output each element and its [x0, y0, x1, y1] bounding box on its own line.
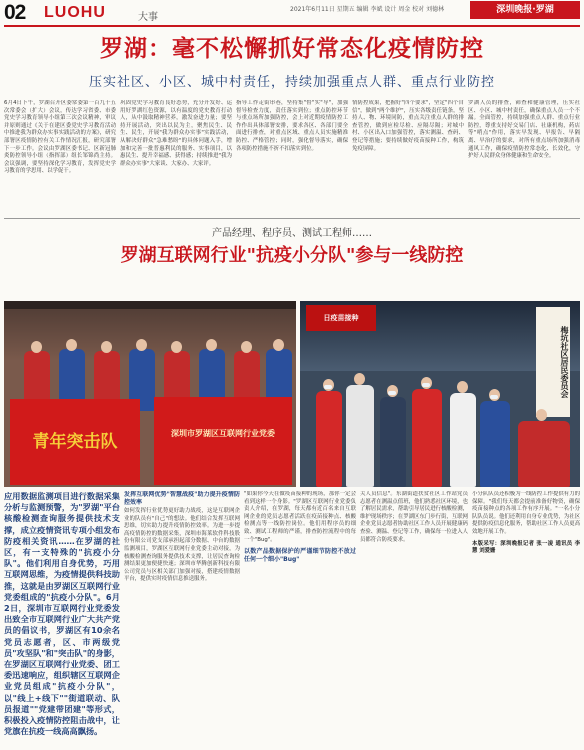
youth-commando-banner: 青年突击队	[10, 399, 140, 485]
article2-subheading-1: 发挥互联网优势"智慧战疫"助力提升疫情防控效率	[124, 491, 240, 506]
article1-column-3: 指导工作走街串巷，坚持集"督"实"导"，加强督导检查力度，责任落实到位；重点防控环节与重点场所加强防控，会上对近期疫情防控工作作出具体部署安排，要求各区、各部门要全面进行排查，对重点区域、重点人员实施精准防控、严格管控；同时，强化督导落实，确保各项防控措施不折不扣落实到位。	[236, 100, 348, 152]
section-category: 大事	[138, 12, 158, 23]
section-name: LUOHU	[44, 4, 106, 21]
photo-street-checkpoint	[300, 301, 580, 487]
masthead-meta: 2021年6月11日 星期五 编辑 李斌 设计 周金 校对 刘德林	[290, 6, 445, 13]
article2-subheading-2: 以数产品数据保护的严谨细节防控不放过任何一个细小"Bug"	[244, 548, 356, 564]
article2-column-3-text: "如果你今天在做疫苗接种的现场，那你一定会看到这样一个身影。"罗湖区互联网行业党委负责人介绍，在罗湖，每天都有近百名来自互联网企业的党员志愿者活跃在疫苗接种点、核酸检测点等一线防控岗位。他们用程序员的细致、测试工程师的严谨，排查防控流程中的每一个"Bug"。	[244, 491, 356, 543]
photo-volunteer-team	[4, 301, 296, 487]
article1-column-5: 罗湖人员的排查，筛查和健康管理，压实社区、小区、城中村责任，确保重点人员一个不漏。全面管控，持续加强重点人群、重点行业防控，尊重支持好交易门店、社康机构，药店等"哨点"作用，落实早发现、早报告、早隔离、早治疗的要求，对所有重点场所加强消毒通风工作，确保疫情防控常态化、长效化，守护好人民群众身体健康和生命安全。	[468, 100, 580, 160]
community-committee-sign: 梅坑社区居民委员会	[536, 307, 570, 417]
vaccination-sign: 日疫苗接种	[306, 305, 376, 331]
article2-title: 罗湖互联网行业"抗疫小分队"参与一线防控	[120, 245, 464, 266]
article1-subtitle: 压实社区、小区、城中村责任，持续加强重点人群、重点行业防控	[88, 75, 495, 90]
article2-column-2	[124, 491, 240, 745]
article2-pretitle: 产品经理、程序员、测试工程师……	[212, 228, 372, 239]
article2-column-4: 关人员信息"。东湖街道扶贫社区工作站党员志愿者在测温点值班，他们熟悉社区环境，也了解居民需求，帮助引导居民进行核酸检测，维护现场秩序；在罗湖区东门步行街，互联网企业党员志愿者协助社区工作人员开展健康码查验、测温、登记等工作，确保每一位进入人员都符合防疫要求。	[360, 491, 468, 543]
article2-credits: 本版采写：深圳晚报记者 张一凌 通讯员 李慧 刘爱姗	[472, 540, 580, 555]
newspaper-logo: 深圳晚报·罗湖	[470, 1, 580, 19]
article2-column-3	[244, 491, 356, 745]
article2-lead: 应用数据监测项目进行数据采集分析与监测预警，为"罗湖"平台核酸检测查询服务提供技术支撑，成立疫情资讯专项小组发布防疫相关资讯……在罗湖的社区，有一支特殊的"抗疫小分队"。他们利用自身优势，巧用互联网思维，为疫情提供科技助推，这就是由罗湖区互联网行业党委组成的"抗疫小分队"。6月2日，深圳市互联网行业党委发出致全市互联网行业广大共产党员的倡议书，罗湖区有10余名党员志愿者，区、市两级党员"攻坚队"和"突击队"的身影，在罗湖区互联网行业党委、团工委迅速响应，组织辖区互联网企业党员组成"抗疫小分队"，以"线上+线下""街道联动、队员报道""党建带团建"等形式，积极投入疫情防控阻击战中，让党旗在抗疫一线高高飘扬。	[4, 491, 120, 737]
article1-column-4: 情防控成果，把握好"四个要求"，坚定"四个自信"，做到"两个维护"，压实各级责任链条，坚持人、物、环境同防，重点关注重点人群的排查管控，做到应检尽检、应隔尽隔；对城中村、小区出入口加强管控，落实测温、查码、登记等措施；要持续做好疫苗接种工作，构筑免疫屏障。	[352, 100, 464, 152]
article1-column-2: 巩固党史学习教育良好态势，充分开发好、运用好罗湖红色资源，以有温度的党史教育打动人，从中汲取精神营养，激发奋进力量；要坚持开展活动，突出以民为主，聚焦民生、民生、民生，开展"我为群众办实事"实践活动，从解决好群众"急难愁盼"的具体问题入手，增加和完善一批普惠利民的服务、实事项目，以惠民生、提升幸福感、获得感；持续推进"我为群众办实事"大家谈、大家办、大家评。	[120, 100, 232, 167]
article2-column-5	[472, 491, 580, 745]
article1-column-1: 6月4日下午，罗湖召开区委常委第一百九十五次常委会（扩大）会议，传达学习省委、市委党史学习教育领导小组第三次会议精神，审议并原则通过《关于在建区委党史学习教育活动中推进我为群众办实事实践活动的方案》，研究部署区疫情防控有关工作情况汇报，研究部署下一步工作。会议由罗湖区委书记、区新冠肺炎防控领导小组（指挥部）组长邹锦尚主持。会议强调，要坚持深化学习教育，发挥党史学习教育的学思用、以学促干。	[4, 100, 116, 175]
article1-title: 罗湖：毫不松懈抓好常态化疫情防控	[100, 36, 484, 62]
section-divider	[4, 218, 580, 219]
page-number: 02	[4, 1, 26, 24]
header-rule	[4, 25, 580, 27]
article2-column-5-text: 小分队队员还积极为一线防控工作提供有力的保障。"我们每天都会提前准备好物资，确保疫苗接种点的各项工作有序开展。"一名小分队队员说。他们还利用自身专业优势，为社区提供防疫信息化服务，帮助社区工作人员更高效地开展工作。	[472, 491, 580, 535]
party-committee-banner: 深圳市罗湖区互联网行业党委	[154, 397, 292, 485]
article2-column-2-text: 如何发挥行业优势更好助力战疫，这是互联网企业的队员有"自己"的想法。他们结合发挥互联网思维，切实助力提升疫情防控效率。为进一步提高疫情防控的数据采集，深圳市海莱软件科技股份有限公司党支部承担起部分数据、中台的数据监测项目，罗湖区互联网行业党委主动对接，为核酸检测查询服务提供技术支撑，让居民查询检测结果更加便捷快速；深圳市华腾创新科技有限公司党员与区相关部门加强对接，搭建疫情数据平台，提供实时疫情信息推送服务。	[124, 508, 240, 583]
